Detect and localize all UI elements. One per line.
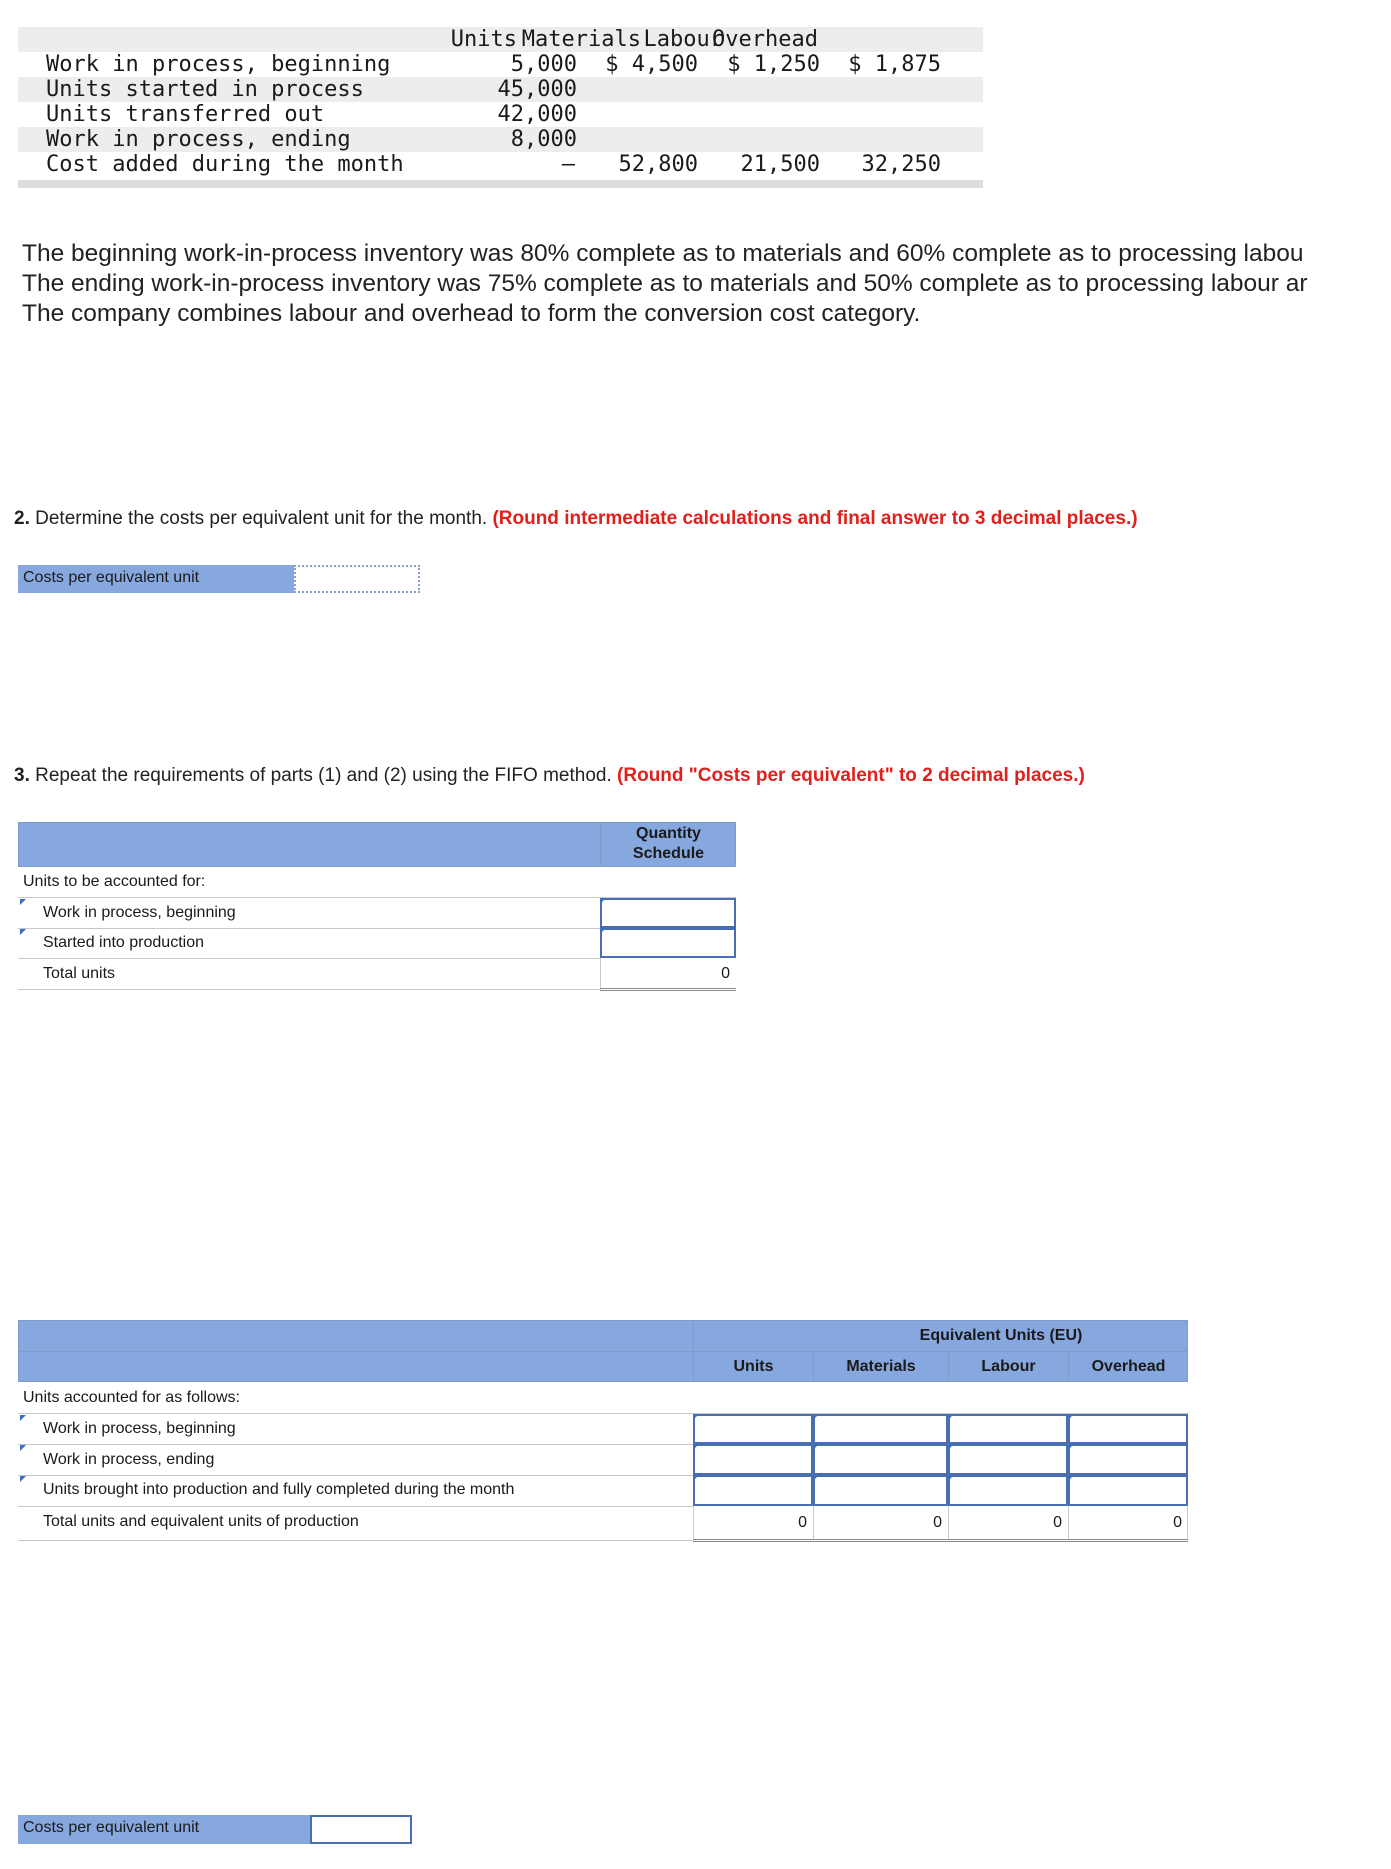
fifo-costs-per-eu-input[interactable] <box>310 1815 412 1844</box>
question-3-note: (Round "Costs per equivalent" to 2 decimal places.) <box>617 765 1085 786</box>
row-label: Units started in process <box>46 77 364 102</box>
quantity-wip-beginning-input[interactable] <box>600 898 736 928</box>
header-materials: Materials <box>521 27 641 52</box>
cost-data-table <box>18 27 983 188</box>
quantity-started-input[interactable] <box>600 928 736 958</box>
row-units: 42,000 <box>497 102 577 127</box>
total-divider <box>600 958 601 990</box>
table-bottom-rule <box>18 180 983 188</box>
total-units-label: Total units <box>43 965 116 982</box>
col-materials-header: Materials <box>846 1358 916 1375</box>
eu-total-label: Total units and equivalent units of production <box>43 1513 359 1530</box>
intro-line-1: The beginning work-in-process inventory was 80% complete as to materials and 60% complete as to processing labou <box>22 240 1304 267</box>
data-row-wip-ending <box>18 127 983 152</box>
eu-wip-ending-overhead-input[interactable] <box>1068 1444 1188 1475</box>
row-overhead: $ 1,875 <box>848 52 941 77</box>
question-2 <box>14 507 1138 531</box>
row-marker <box>20 1476 26 1482</box>
row-label: Units transferred out <box>46 102 325 127</box>
row-overhead: 32,250 <box>861 152 941 177</box>
row-line <box>18 1475 693 1476</box>
header-line-2: Schedule <box>632 845 705 862</box>
row-units: 8,000 <box>510 127 577 152</box>
row-marker <box>20 929 26 935</box>
row-units: 45,000 <box>497 77 577 102</box>
total-materials-value: 0 <box>933 1514 942 1531</box>
eu-wip-beginning-overhead-input[interactable] <box>1068 1414 1188 1444</box>
intro-line-2: The ending work-in-process inventory was 75% complete as to materials and 50% complete as to processing labour ar <box>22 270 1308 297</box>
col-labour-header: Labour <box>981 1358 1036 1375</box>
fifo-costs-label: Costs per equivalent unit <box>18 1815 310 1844</box>
data-row-cost-added <box>18 152 983 177</box>
row-marker <box>20 899 26 905</box>
section-label: Units accounted for as follows: <box>23 1389 240 1406</box>
eu-completed-units-input[interactable] <box>693 1475 813 1506</box>
eu-completed-labour-input[interactable] <box>948 1475 1068 1506</box>
eu-wip-ending-labour-input[interactable] <box>948 1444 1068 1475</box>
row-line <box>18 1444 693 1445</box>
eu-wip-ending-units-input[interactable] <box>693 1444 813 1475</box>
data-table-header-row <box>18 27 983 52</box>
col-overhead-header: Overhead <box>1091 1358 1166 1375</box>
row-labour: $ 1,250 <box>727 52 820 77</box>
q2-costs-per-eu-input[interactable] <box>294 565 420 593</box>
double-underline <box>600 988 736 991</box>
col-units-header: Units <box>733 1358 774 1375</box>
q2-costs-label: Costs per equivalent unit <box>18 565 294 593</box>
total-units-value: 0 <box>721 965 730 982</box>
total-units-value: 0 <box>798 1514 807 1531</box>
equivalent-units-table <box>18 1320 1188 1542</box>
header-line-1: Quantity <box>636 825 701 842</box>
question-3 <box>14 764 1085 788</box>
eu-completed-overhead-input[interactable] <box>1068 1475 1188 1506</box>
question-2-text: Determine the costs per equivalent unit for the month. <box>29 508 493 529</box>
data-row-wip-beginning <box>18 52 983 77</box>
total-labour-value: 0 <box>1053 1514 1062 1531</box>
quantity-schedule-table <box>18 822 736 992</box>
section-label: Units to be accounted for: <box>23 873 206 890</box>
total-overhead-value: 0 <box>1173 1514 1182 1531</box>
row-label: Work in process, ending <box>46 127 351 152</box>
row-marker <box>20 1415 26 1421</box>
data-row-units-started <box>18 77 983 102</box>
row-line <box>18 958 600 959</box>
eu-completed-materials-input[interactable] <box>813 1475 948 1506</box>
eu-row-label: Work in process, ending <box>43 1451 215 1468</box>
header-labour: Labour <box>643 27 723 52</box>
header-overhead: Overhead <box>712 27 818 52</box>
row-line <box>18 989 600 990</box>
row-line <box>18 928 600 929</box>
eu-wip-beginning-labour-input[interactable] <box>948 1414 1068 1444</box>
question-3-text: Repeat the requirements of parts (1) and (2) using the FIFO method. <box>29 765 618 786</box>
quantity-row-label: Work in process, beginning <box>43 904 236 921</box>
quantity-schedule-header <box>601 824 736 864</box>
row-units: 5,000 <box>510 52 577 77</box>
question-3-number: 3. <box>14 765 30 786</box>
total-divider <box>1187 1506 1188 1540</box>
row-label: Work in process, beginning <box>46 52 391 77</box>
quantity-row-label: Started into production <box>43 934 204 951</box>
eu-row-label: Units brought into production and fully completed during the month <box>43 1481 515 1498</box>
eu-wip-ending-materials-input[interactable] <box>813 1444 948 1475</box>
row-line <box>18 1540 693 1541</box>
row-marker <box>20 1445 26 1451</box>
eu-wip-beginning-units-input[interactable] <box>693 1414 813 1444</box>
eu-wip-beginning-materials-input[interactable] <box>813 1414 948 1444</box>
row-materials: 52,800 <box>618 152 698 177</box>
header-units: Units <box>450 27 517 52</box>
question-2-note: (Round intermediate calculations and final answer to 3 decimal places.) <box>492 508 1138 529</box>
row-units: – <box>561 152 575 177</box>
data-row-units-transferred <box>18 102 983 127</box>
eu-group-header: Equivalent Units (EU) <box>919 1327 1083 1344</box>
row-label: Cost added during the month <box>46 152 404 177</box>
intro-line-3: The company combines labour and overhead to form the conversion cost category. <box>22 300 921 327</box>
problem-description <box>22 239 1391 329</box>
double-underline <box>693 1539 1188 1542</box>
row-labour: 21,500 <box>740 152 820 177</box>
row-line <box>18 1506 693 1507</box>
header-divider <box>18 1351 1188 1352</box>
eu-row-label: Work in process, beginning <box>43 1420 236 1437</box>
question-2-number: 2. <box>14 508 30 529</box>
row-materials: $ 4,500 <box>605 52 698 77</box>
